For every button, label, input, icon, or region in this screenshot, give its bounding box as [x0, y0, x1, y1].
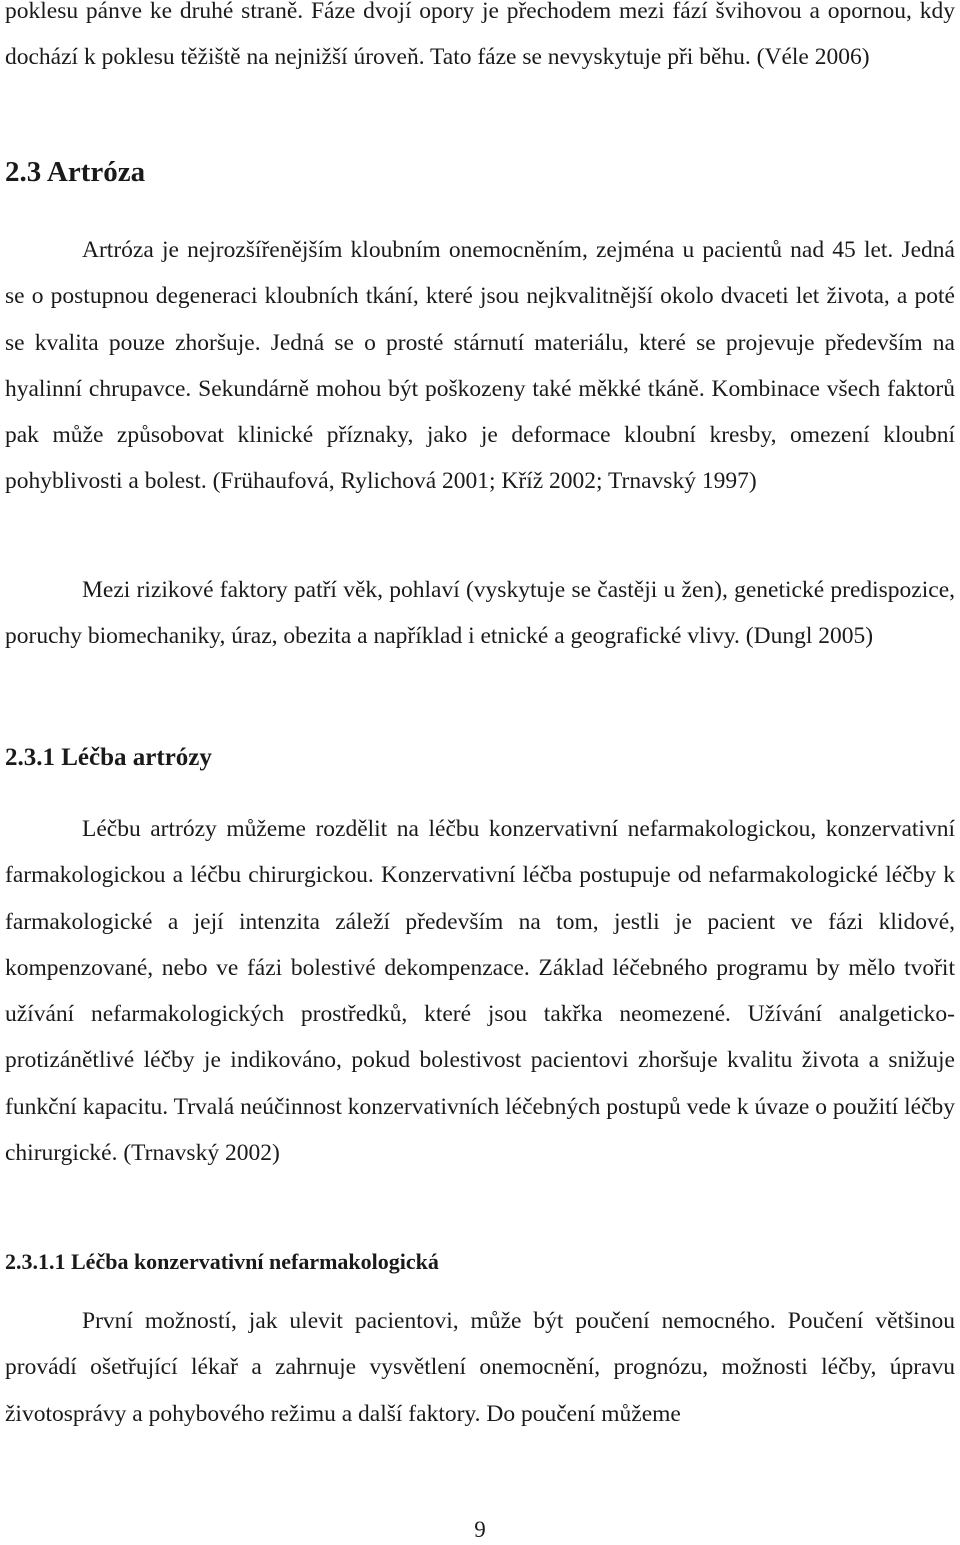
paragraph-education: První možností, jak ulevit pacientovi, může být poučení nemocného. Poučení většinou provádí ošetřující lékař a zahrnuje vysvětlení onemocnění, prognózu, možnosti léčby, úpravu životosprávy a pohybového režimu a další faktory. Do poučení můžeme	[5, 1308, 955, 1427]
subsection-heading: 2.3.1 Léčba artrózy	[5, 744, 212, 771]
subsubsection-heading: 2.3.1.1 Léčba konzervativní nefarmakologická	[5, 1249, 439, 1274]
paragraph-risk-factors: Mezi rizikové faktory patří věk, pohlaví (vyskytuje se častěji u žen), genetické predispozice, poruchy biomechaniky, úraz, obezita a například i etnické a geografické vlivy. (Dungl 2005)	[5, 577, 955, 650]
section-heading: 2.3 Artróza	[5, 156, 146, 188]
paragraph-artroza-intro: Artróza je nejrozšířenějším kloubním onemocněním, zejména u pacientů nad 45 let. Jedná se o postupnou degeneraci kloubních tkání, které jsou nejkvalitnější okolo dvaceti let života, a poté se kvalita pouze zhoršuje. Jedná se o prosté stárnutí materiálu, které se projevuje především na hyalinní chrupavce. Sekundárně mohou být poškozeny také měkké tkáně. Kombinace všech faktorů pak může způsobovat klinické příznaky, jako je deformace kloubní kresby, omezení kloubní pohyblivosti a bolest. (Frühaufová, Rylichová 2001; Kříž 2002; Trnavský 1997)	[5, 237, 955, 495]
continuation-paragraph: poklesu pánve ke druhé straně. Fáze dvojí opory je přechodem mezi fází švihovou a opornou, kdy dochází k poklesu těžiště na nejnižší úroveň. Tato fáze se nevyskytuje při běhu. (Véle 2006)	[5, 0, 955, 71]
page-number: 9	[474, 1517, 486, 1542]
paragraph-treatment: Léčbu artrózy můžeme rozdělit na léčbu konzervativní nefarmakologickou, konzervativní farmakologickou a léčbu chirurgickou. Konzervativní léčba postupuje od nefarmakologické léčby k farmakologické a její intenzita záleží především na tom, jestli je pacient ve fázi klidové, kompenzované, nebo ve fázi bolestivé dekompenzace. Základ léčebného programu by mělo tvořit užívání nefarmakologických prostředků, které jsou takřka neomezené. Užívání analgeticko-protizánětlivé léčby je indikováno, pokud bolestivost pacientovi zhoršuje kvalitu života a snižuje funkční kapacitu. Trvalá neúčinnost konzervativních léčebných postupů vede k úvaze o použití léčby chirurgické. (Trnavský 2002)	[5, 816, 955, 1167]
